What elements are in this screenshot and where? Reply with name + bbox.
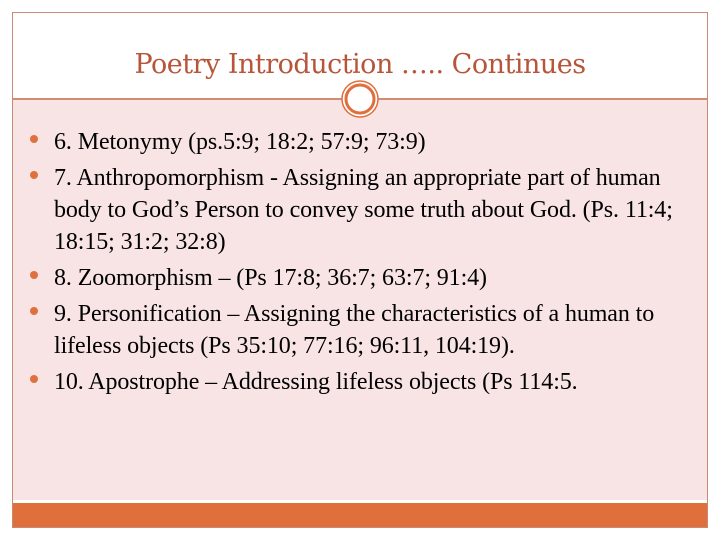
footer-accent-bar: [13, 503, 707, 527]
list-item-text: 8. Zoomorphism – (Ps 17:8; 36:7; 63:7; 91:4): [54, 265, 487, 291]
list-item: [24, 126, 704, 158]
list-item-text: 10. Apostrophe – Addressing lifeless objects (Ps 114:5.: [54, 369, 578, 395]
list-item-text: 6. Metonymy (ps.5:9; 18:2; 57:9; 73:9): [54, 129, 426, 155]
list-item: [24, 298, 704, 362]
slide-title: Poetry Introduction ….. Continues: [134, 49, 586, 80]
circle-ornament-icon: [341, 80, 379, 118]
list-item-text: 9. Personification – Assigning the characteristics of a human to lifeless objects (Ps 35:10; 77:16; 96:11, 104:19).: [54, 301, 655, 359]
list-item: [24, 366, 704, 398]
list-item: [24, 262, 704, 294]
bullet-list: [24, 126, 704, 402]
list-item-text: 7. Anthropomorphism - Assigning an appropriate part of human body to God’s Person to convey some truth about God. (Ps. 11:4; 18:15; 31:2; 32:8): [54, 165, 673, 255]
list-item: [24, 162, 704, 258]
